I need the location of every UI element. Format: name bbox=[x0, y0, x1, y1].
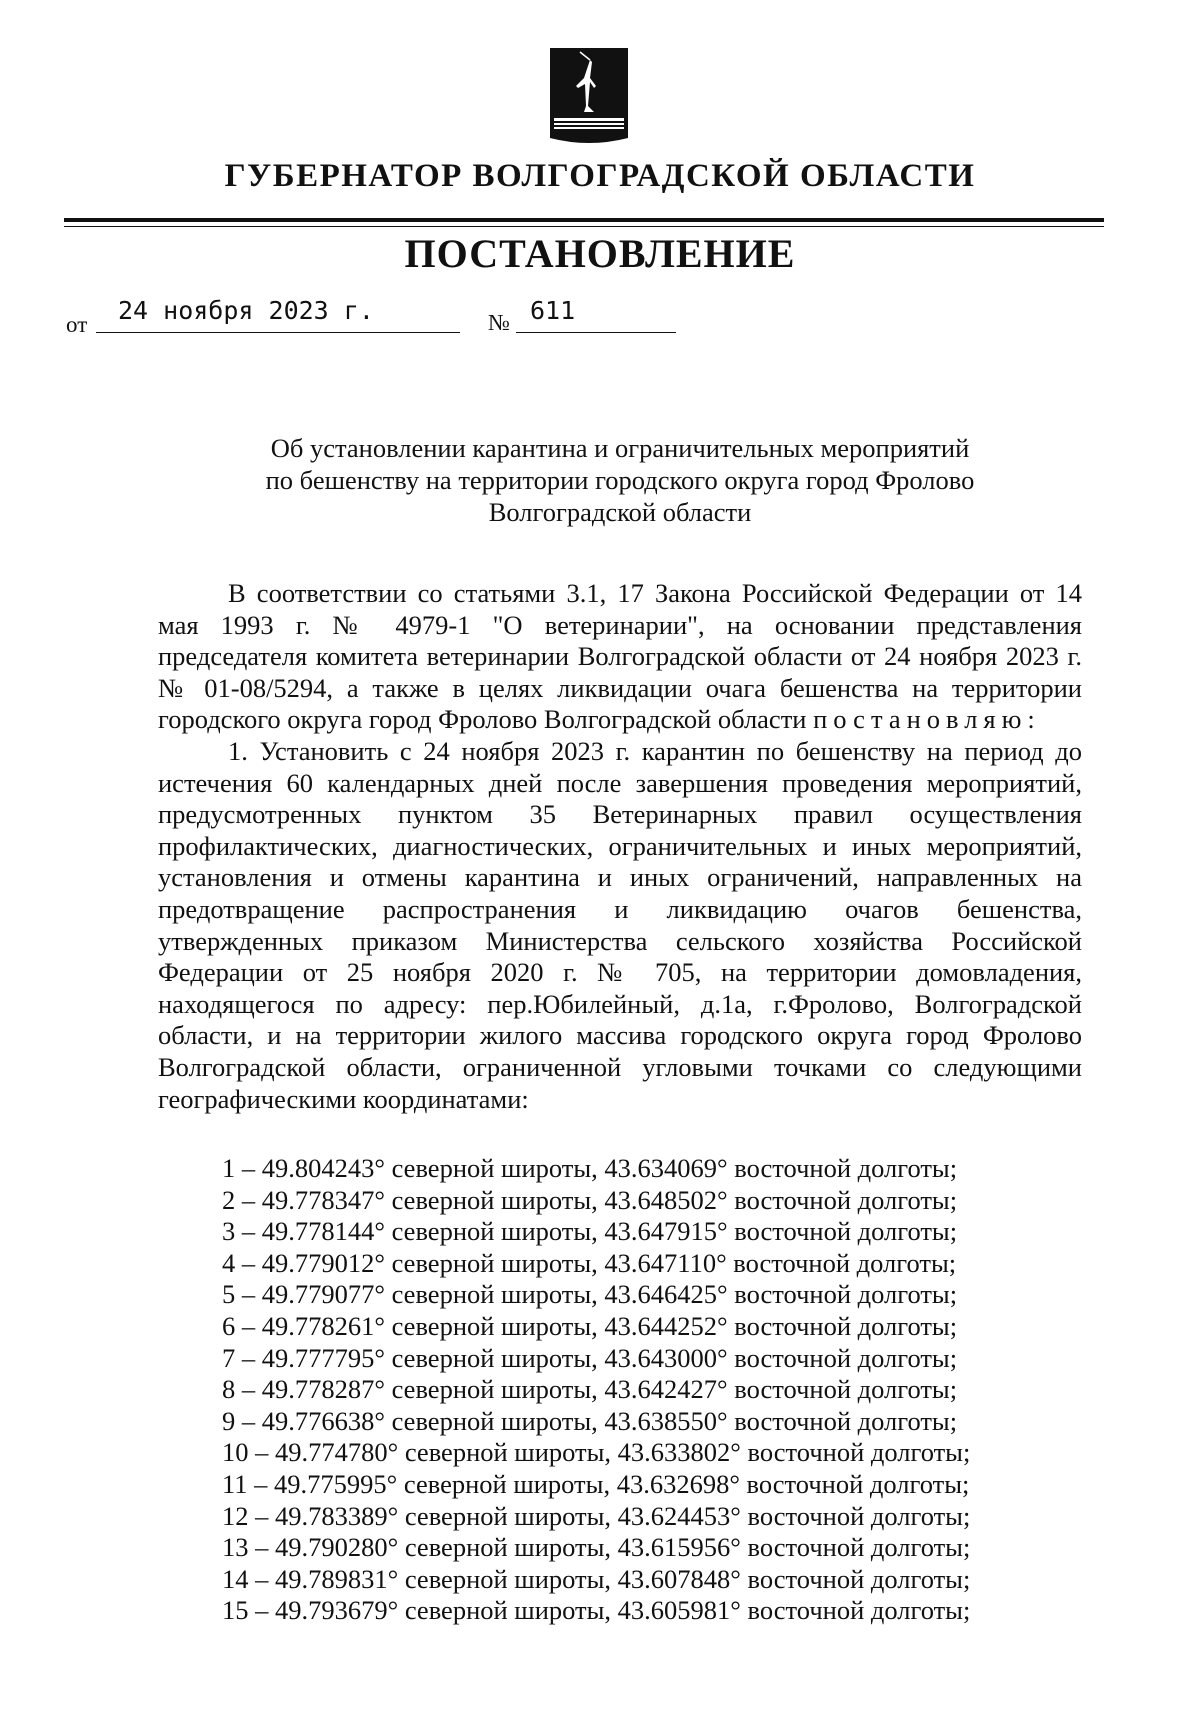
volgograd-coat-of-arms-emblem bbox=[550, 48, 628, 148]
preamble-paragraph bbox=[158, 578, 1082, 736]
document-body bbox=[158, 578, 1082, 1115]
document-number: 611 bbox=[530, 296, 576, 325]
date-underline bbox=[96, 332, 460, 333]
date-prefix-label: от bbox=[66, 312, 88, 337]
issuer-title: ГУБЕРНАТОР ВОЛГОГРАДСКОЙ ОБЛАСТИ bbox=[224, 158, 976, 194]
coordinate-item: 11 – 49.775995° северной широты, 43.632698° восточной долготы; bbox=[222, 1468, 970, 1499]
coordinate-item: 12 – 49.783389° северной широты, 43.624453° восточной долготы; bbox=[222, 1500, 971, 1531]
coordinates-list bbox=[222, 1153, 970, 1627]
coordinate-item: 3 – 49.778144° северной широты, 43.647915° восточной долготы; bbox=[222, 1216, 958, 1247]
coordinate-item: 13 – 49.790280° северной широты, 43.615956° восточной долготы; bbox=[222, 1532, 971, 1563]
subject-line: Волгоградской области bbox=[488, 497, 752, 527]
document-type-title: ПОСТАНОВЛЕНИЕ bbox=[404, 231, 796, 276]
coordinate-item: 8 – 49.778287° северной широты, 43.642427° восточной долготы; bbox=[222, 1374, 958, 1405]
subject-line: по бешенству на территории городского округа город Фролово bbox=[265, 465, 975, 495]
coordinate-item: 6 – 49.778261° северной широты, 43.644252° восточной долготы; bbox=[222, 1310, 958, 1341]
subject-line: Об установлении карантина и ограничительных мероприятий bbox=[270, 433, 970, 463]
coordinate-item: 9 – 49.776638° северной широты, 43.638550° восточной долготы; bbox=[222, 1405, 958, 1436]
decree-word: постановляю: bbox=[813, 704, 1041, 735]
document-date: 24 ноября 2023 г. bbox=[118, 296, 374, 325]
coordinate-item: 2 – 49.778347° северной широты, 43.648502° восточной долготы; bbox=[222, 1184, 958, 1215]
coordinate-item: 7 – 49.777795° северной широты, 43.643000° восточной долготы; bbox=[222, 1342, 958, 1373]
number-label: № bbox=[488, 310, 510, 335]
coordinate-item: 4 – 49.779012° северной широты, 43.647110° восточной долготы; bbox=[222, 1247, 957, 1278]
preamble-text: В соответствии со статьями 3.1, 17 Закона Российской Федерации от 14 мая 1993 г. № 4979-1 "О ветеринарии", на основании представления председателя комитета ветеринарии Волгоградской области от 24 ноября 2023 г. № 01-08/5294, а также в целях ликвидации очага бешенства на территории городского округа город Фролово Волгоградской области bbox=[158, 578, 1082, 735]
coordinate-item: 10 – 49.774780° северной широты, 43.633802° восточной долготы; bbox=[222, 1437, 971, 1468]
coordinate-item: 5 – 49.779077° северной широты, 43.646425° восточной долготы; bbox=[222, 1279, 958, 1310]
item-1-paragraph: 1. Установить с 24 ноября 2023 г. карантин по бешенству на период до истечения 60 календарных дней после завершения проведения мероприятий, предусмотренных пунктом 35 Ветеринарных правил осуществления профилактических, диагностических, ограничительных и иных мероприятий, установления и отмены карантина и иных ограничений, направленных на предотвращение распространения и ликвидацию очагов бешенства, утвержденных приказом Министерства сельского хозяйства Российской Федерации от 25 ноября 2020 г. № 705, на территории домовладения, находящегося по адресу: пер.Юбилейный, д.1а, г.Фролово, Волгоградской области, и на территории жилого массива городского округа город Фролово Волгоградской области, ограниченной угловыми точками со следующими географическими координатами: bbox=[158, 735, 1082, 1114]
document-subject bbox=[180, 432, 1060, 528]
coordinate-item: 1 – 49.804243° северной широты, 43.634069° восточной долготы; bbox=[222, 1153, 958, 1183]
header-rule-thick bbox=[64, 218, 1104, 222]
coordinate-item: 15 – 49.793679° северной широты, 43.605981° восточной долготы; bbox=[222, 1595, 971, 1626]
number-underline bbox=[516, 332, 676, 333]
coordinate-item: 14 – 49.789831° северной широты, 43.607848° восточной долготы; bbox=[222, 1563, 971, 1594]
header-rule-thin bbox=[64, 226, 1104, 227]
